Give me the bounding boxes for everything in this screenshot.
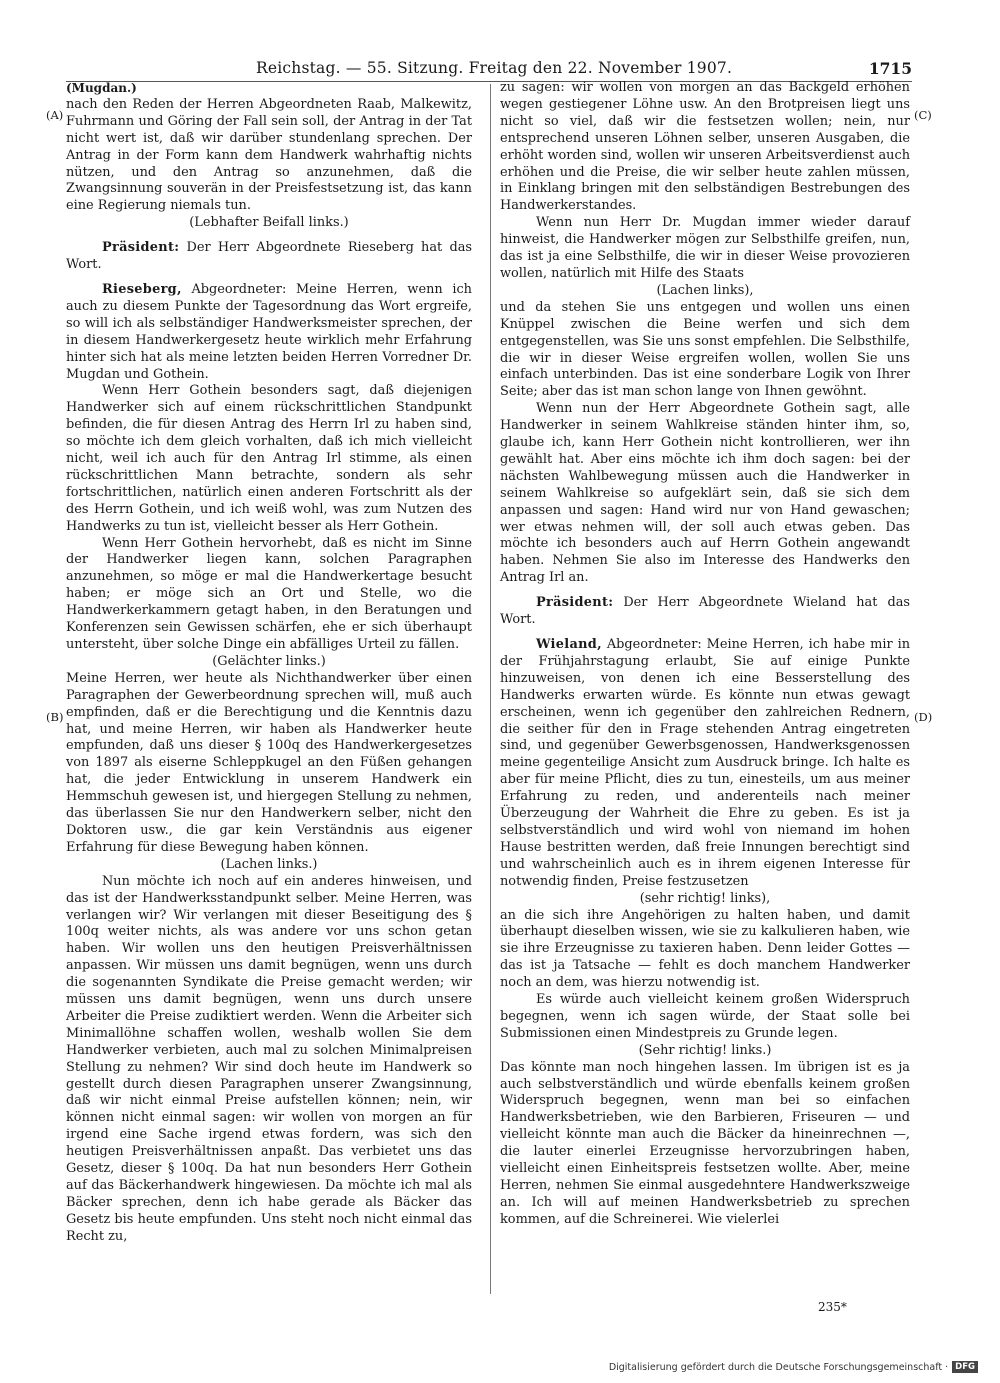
reaction: (Lachen links.) bbox=[220, 856, 318, 872]
margin-mark-d: (D) bbox=[914, 710, 933, 724]
paragraph: an die sich ihre Angehörigen zu halten haben, und damit überhaupt dieselben wissen, wie sie zu kalkulieren haben, wie sie ihre Erzeugnisse zu taxieren haben. Denn leider Gottes — das ist ja Tatsache — fehlt es doch manchem Handwerker noch an dem, was hierzu notwendig ist. bbox=[500, 907, 910, 991]
paragraph-text: Der Herr Abgeordnete Rieseberg hat das Wort. bbox=[66, 240, 472, 273]
paragraph: Es würde auch vielleicht keinem großen Widerspruch begegnen, wenn ich sagen würde, der Staat solle bei Submissionen einen Mindestpreis zu Grunde legen. bbox=[500, 992, 910, 1041]
reaction: (Lachen links), bbox=[656, 282, 754, 298]
paragraph-text: Der Herr Abgeordnete Wieland hat das Wort. bbox=[500, 595, 910, 628]
speaker-name: Rieseberg, bbox=[102, 281, 182, 297]
speaker-tag: (Mugdan.) bbox=[66, 81, 137, 95]
paragraph: und da stehen Sie uns entgegen und wollen uns einen Knüppel zwischen die Beine werfen und sich dem entgegenstellen, was Sie uns sonst empfehlen. Die Selbsthilfe, die wir in dieser Weise ergreifen wollen, wollen Sie uns einfach unterbinden. Das ist eine sonderbare Logik von Ihrer Seite; aber das ist man schon lange von Ihnen gewöhnt. bbox=[500, 299, 910, 400]
reaction: (sehr richtig! links), bbox=[639, 890, 771, 906]
paragraph-text: Abgeordneter: Meine Herren, wenn ich auch zu diesem Punkte der Tagesordnung das Wort ergreife, so will ich als selbständiger Handwerksmeister sprechen, der in diesem Handwerkergesetz heute wirklich mehr Erfahrung hinter sich hat als meine letzten beiden Herren Vorredner Dr. Mugdan und Gothein. bbox=[66, 281, 472, 382]
speaker-name: Präsident: bbox=[536, 595, 614, 611]
dfg-logo: DFG bbox=[952, 1361, 978, 1373]
paragraph bbox=[66, 240, 472, 274]
page-number: 1715 bbox=[868, 59, 912, 78]
paragraph: Meine Herren, wer heute als Nichthandwerker über einen Paragraphen der Gewerbeordnung sprechen will, muß auch empfinden, daß er die Berechtigung und die Kenntnis dazu hat, und meine Herren, wir haben als Handwerker heute empfunden, daß uns dieser § 100q des Handwerkergesetzes von 1897 als eiserne Schleppkugel an den Füßen gehangen hat, die jeder Entwicklung in unserem Handwerk ein Hemmschuh gewesen ist, und hiergegen Stellung zu nehmen, das überlassen Sie nur den Handwerkern selber, nicht den Doktoren usw., die gar kein Verständnis aus eigener Erfahrung für diese Bewegung haben können. bbox=[66, 670, 472, 855]
paragraph: nach den Reden der Herren Abgeordneten Raab, Malkewitz, Fuhrmann und Göring der Fall sein soll, der Antrag in der Tat nicht wert ist, daß wir darüber stundenlang sprechen. Der Antrag in der Form kann dem Handwerk wahrhaftig nichts nützen, und den Antrag so anzunehmen, daß die Zwangsinnung souverän in der Preisfestsetzung ist, das kann eine Regierung niemals tun. bbox=[66, 96, 472, 214]
paragraph: zu sagen: wir wollen von morgen an das Backgeld erhöhen wegen gestiegener Löhne usw. An den Brotpreisen liegt uns nicht so viel, daß wir die festsetzen wollen; nein, nur entsprechend unseren Löhnen selber, unseren Ausgaben, die erhöht worden sind, wollen wir unseren Arbeitsverdienst auch erhöhen und die Preise, die wir selber heute zahlen müssen, in Einklang bringen mit den selbständigen Bestrebungen des Handwerkerstandes. bbox=[500, 80, 910, 214]
footer-text: Digitalisierung gefördert durch die Deutsche Forschungsgemeinschaft · bbox=[608, 1361, 949, 1373]
paragraph bbox=[500, 595, 910, 629]
paragraph bbox=[500, 637, 910, 891]
paragraph: Wenn Herr Gothein besonders sagt, daß diejenigen Handwerker sich auf einem rückschrittlichen Standpunkt befinden, die für diesen Antrag des Herrn Irl zu haben sind, so möchte ich dem gleich vorhalten, daß ich mich vielleicht nicht, weil ich auch für den Antrag Irl stimme, als einen rückschrittlichen Mann betrachte, sondern als sehr fortschrittlichen, natürlich einen anderen Fortschritt als der des Herrn Gothein, und ich weiß wohl, was zum Nutzen des Handwerks zu tun ist, vielleicht besser als Herr Gothein. bbox=[66, 383, 472, 534]
paragraph: Wenn nun der Herr Abgeordnete Gothein sagt, alle Handwerker in seinem Wahlkreise ständen hinter ihm, so, glaube ich, kann Herr Gothein nicht kontrollieren, wer ihn gewählt hat. Aber eins möchte ich ihm doch sagen: bei der nächsten Wahlbewegung müssen auch die Handwerker in seinem Wahlkreise so aufgeklärt sein, daß sie sich dem anpassen und sagen: Hand wird nur von Hand gewaschen; wer etwas nehmen will, der soll auch etwas geben. Das möchte ich besonders auch auf Herrn Gothein angewandt haben. Nehmen Sie also im Interesse des Handwerks den Antrag Irl an. bbox=[500, 401, 910, 586]
margin-mark-c: (C) bbox=[914, 108, 932, 122]
right-column bbox=[500, 80, 910, 1229]
paragraph: Wenn nun Herr Dr. Mugdan immer wieder darauf hinweist, die Handwerker mögen zur Selbsthilfe greifen, nun, das ist ja eine Selbsthilfe, die wir in dieser Weise provozieren wollen, natürlich mit Hilfe des Staats bbox=[500, 215, 910, 281]
reaction: (Sehr richtig! links.) bbox=[638, 1042, 772, 1058]
paragraph-text: Abgeordneter: Meine Herren, ich habe mir in der Frühjahrstagung erlaubt, Sie auf einige Punkte hinzuweisen, von denen ich eine Besserstellung des Handwerks erwarten würde. Es könnte nun etwas gewagt erscheinen, wenn ich gegenüber den zahlreichen Rednern, die seither für den in Frage stehenden Antrag eingetreten sind, und gegenüber Gewerbsgenossen, Handwerksgenossen meine gegenteilige Ansicht zum Ausdruck bringe. Ich halte es aber für meine Pflicht, dies zu tun, einesteils, um aus meiner Erfahrung zu reden, und anderenteils nach meiner Überzeugung der Wahrheit die Ehre zu geben. Es ist ja selbstverständlich und wird wohl von niemand im hohen Hause bestritten werden, daß freie Innungen berechtigt sind und wahrscheinlich auch es in ihrem eigenen Interesse für notwendig finden, Preise festzusetzen bbox=[500, 637, 910, 889]
left-column bbox=[66, 80, 472, 1246]
paragraph bbox=[66, 282, 472, 383]
signature-mark: 235* bbox=[818, 1300, 847, 1314]
column-divider bbox=[490, 84, 491, 1294]
running-header bbox=[66, 57, 912, 82]
footer bbox=[609, 1361, 978, 1373]
paragraph: Das könnte man noch hingehen lassen. Im übrigen ist es ja auch selbstverständlich und würde ebenfalls keinem großen Widerspruch begegnen, wenn man bei so einfachen Handwerksbetrieben, wie den Barbieren, Friseuren — und vielleicht könnte man auch die Bäcker da hineinrechnen —, die lauter einerlei Erzeugnisse hervorzubringen haben, vielleicht einen Einheitspreis festsetzen wollte. Aber, meine Herren, nehmen Sie einmal ausgedehntere Handwerkszweige an. Ich will auf meinen Handwerksbetrieb zu sprechen kommen, auf die Schreinerei. Wie vielerlei bbox=[500, 1059, 910, 1227]
running-title: Reichstag. — 55. Sitzung. Freitag den 22. November 1907. bbox=[256, 59, 733, 77]
speaker-name: Wieland, bbox=[536, 637, 602, 652]
margin-mark-a: (A) bbox=[46, 108, 64, 122]
speaker-name: Präsident: bbox=[102, 240, 180, 256]
paragraph: Nun möchte ich noch auf ein anderes hinweisen, und das ist der Handwerksstandpunkt selber. Meine Herren, was verlangen wir? Wir verlangen mit dieser Beseitigung des § 100q weiter nichts, als was andere vor uns schon getan haben. Wir wollen uns den heutigen Preisverhältnissen anpassen. Wir müssen uns damit begnügen, wenn uns durch die sogenannten Syndikate die Preise gemacht werden; wir müssen uns damit begnügen, wenn uns durch unsere Arbeiter die Preise zudiktiert werden. Wenn die Arbeiter sich Minimallöhne schaffen wollen, weshalb wollen Sie dem Handwerker verbieten, auch mal zu solchen Minimalpreisen Stellung zu nehmen? Wir sind doch heute im Handwerk so gestellt durch diesen Paragraphen unserer Zwangsinnung, daß wir nicht einmal Preise aufstellen können; nein, wir können nicht einmal sagen: wir wollen von morgen an für irgend eine Sache irgend etwas fordern, was sich den heutigen Preisverhältnissen anpaßt. Das verbietet uns das Gesetz, dieser § 100q. Da hat nun besonders Herr Gothein auf das Bäckerhandwerk hingewiesen. Da möchte ich mal als Bäcker sprechen, denn ich habe gerade als Bäcker das Gesetz bis heute empfunden. Uns steht noch nicht einmal das Recht zu, bbox=[66, 873, 472, 1244]
margin-mark-b: (B) bbox=[46, 710, 64, 724]
reaction: (Lebhafter Beifall links.) bbox=[189, 215, 349, 231]
reaction: (Gelächter links.) bbox=[212, 653, 326, 669]
paragraph: Wenn Herr Gothein hervorhebt, daß es nicht im Sinne der Handwerker liegen kann, solchen Paragraphen anzunehmen, so möge er mal die Handwerkertage besucht haben; er möge sich an Ort und Stelle, wo die Handwerkerkammern getagt haben, in den Beratungen und Konferenzen sein Gewissen schärfen, ehe er sich überhaupt untersteht, über solche Dinge ein abfälliges Urteil zu fällen. bbox=[66, 535, 472, 652]
